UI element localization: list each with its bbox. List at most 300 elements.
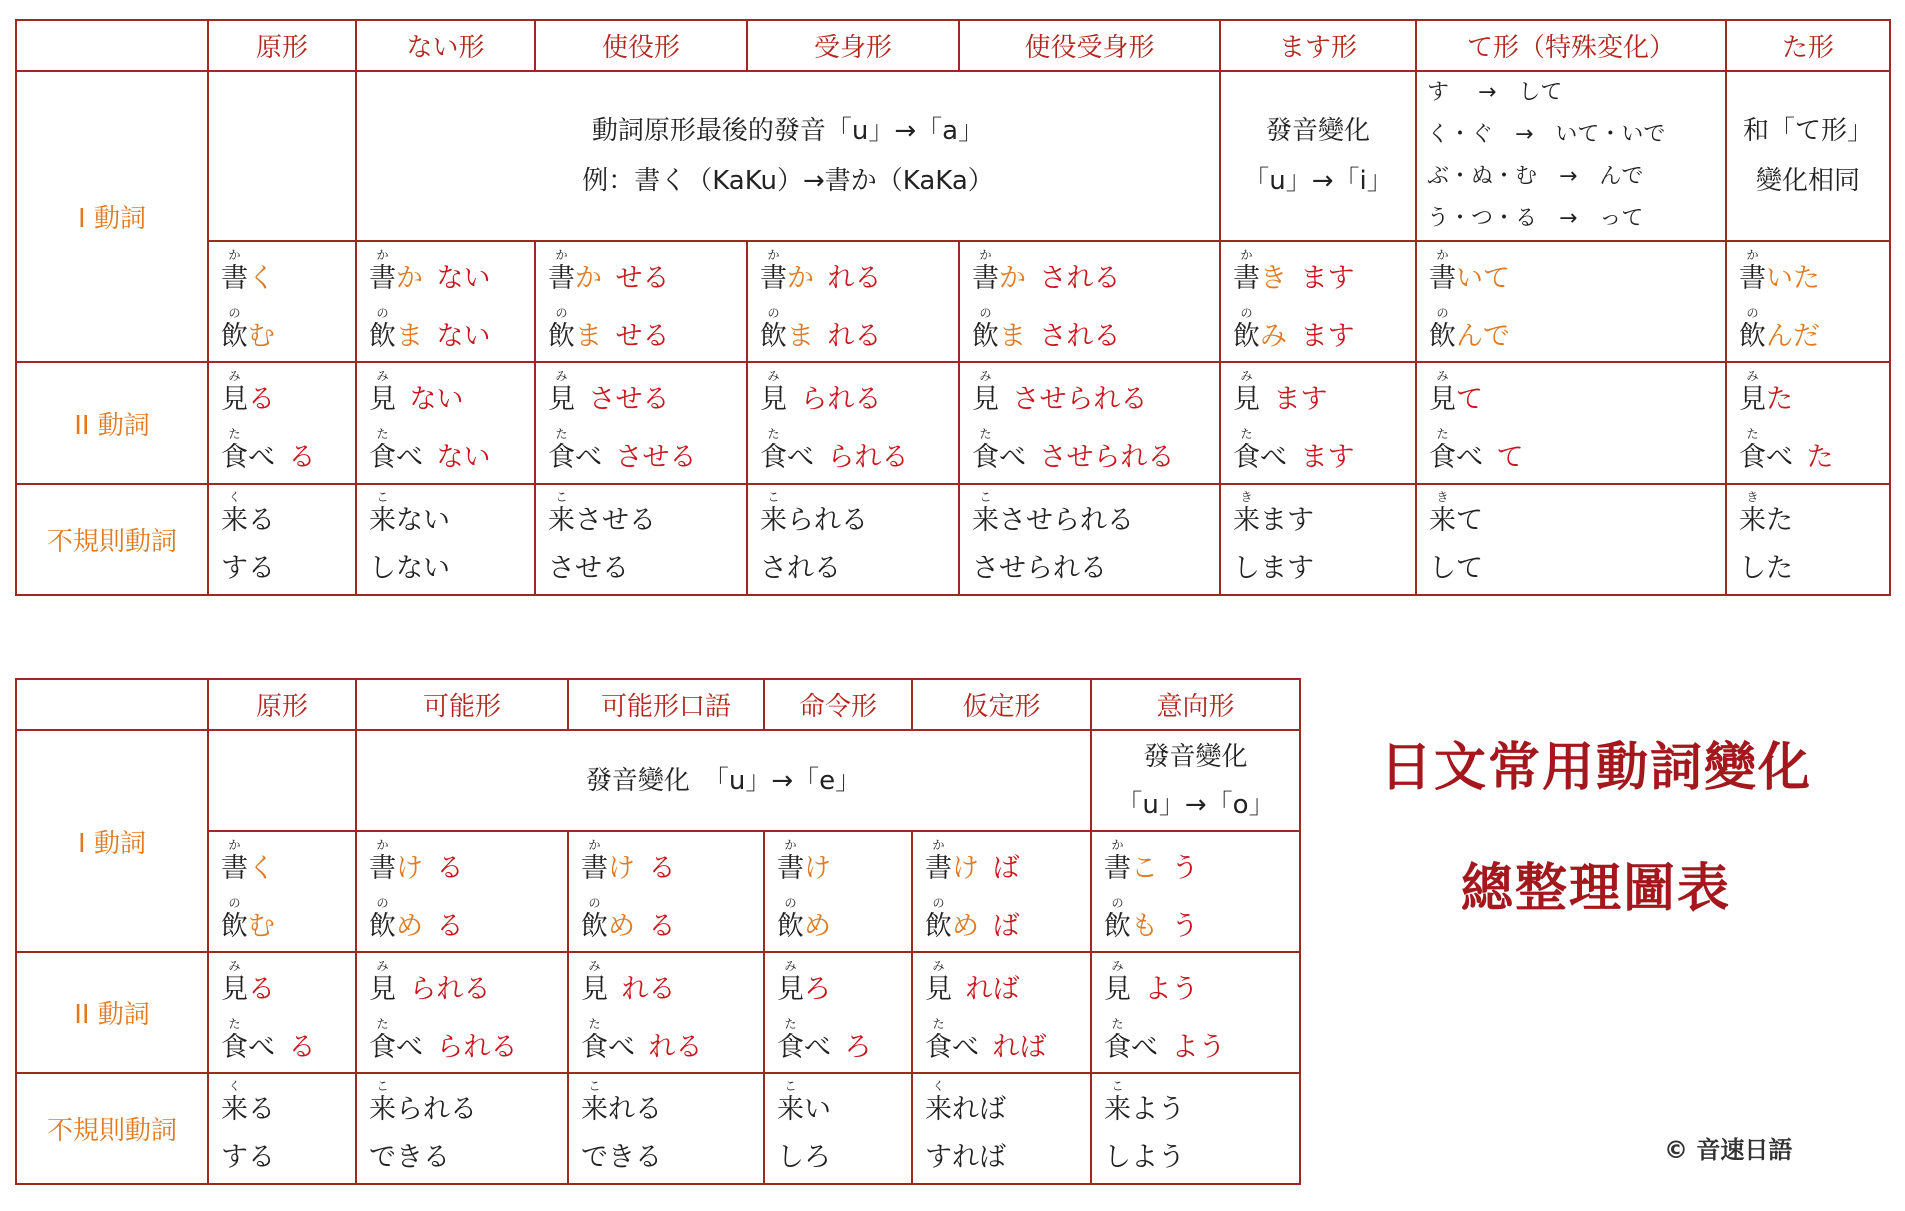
furigana: か	[932, 837, 945, 852]
changed-sound: み	[1260, 320, 1287, 352]
changed-sound: む	[248, 320, 275, 352]
kanji: 来 こ	[777, 1078, 804, 1125]
furigana: こ	[979, 489, 992, 504]
conj-cell	[1091, 952, 1300, 1073]
verb-form	[548, 486, 746, 544]
conj-cell	[764, 1073, 912, 1184]
suffix: される	[1039, 262, 1121, 294]
header-masu: ます形	[1220, 20, 1416, 71]
verb-form	[369, 423, 534, 481]
suffix: せる	[615, 320, 670, 352]
verb-form	[925, 892, 1090, 950]
furigana: み	[376, 369, 389, 383]
kanji: 見 み	[369, 369, 396, 415]
suffix: ない	[436, 442, 491, 473]
group1-label: I 動詞	[16, 730, 208, 952]
verb-form	[1429, 486, 1725, 544]
suffix: させる	[588, 384, 670, 415]
plain-form: れば	[952, 1093, 1006, 1125]
kanji: 食 た	[581, 1016, 608, 1063]
verb-form	[777, 892, 911, 950]
stem-kana: べ	[608, 1031, 635, 1063]
te-rules-cell	[1416, 71, 1726, 241]
kanji: 食 た	[925, 1016, 952, 1063]
verb-form	[369, 544, 534, 594]
furigana: か	[979, 247, 992, 262]
verb-form	[369, 834, 567, 892]
kanji: 書 か	[777, 837, 804, 884]
suffix: させる	[615, 442, 697, 473]
stem-kana: べ	[952, 1031, 979, 1063]
furigana: の	[1746, 305, 1759, 320]
verb-form	[972, 544, 1219, 594]
verb-form	[777, 1013, 911, 1071]
suffix: られる	[436, 1031, 518, 1063]
furigana: き	[1746, 489, 1759, 504]
conj-cell	[747, 362, 959, 484]
plain-form: させる	[575, 504, 656, 536]
furigana: み	[1111, 958, 1124, 973]
verb-form	[760, 302, 958, 360]
conj-cell	[535, 362, 747, 484]
verb-form	[548, 544, 746, 594]
changed-sound: め	[608, 910, 635, 942]
verb-form	[581, 1133, 763, 1183]
verb-form	[1233, 486, 1415, 544]
suffix: ろ	[804, 973, 831, 1005]
furigana: た	[1746, 427, 1759, 441]
suffix: させられる	[1012, 384, 1148, 415]
kanji: 書 か	[1233, 247, 1260, 294]
changed-sound: め	[952, 910, 979, 942]
te-rule: す → して	[1427, 80, 1563, 105]
kanji: 来 こ	[581, 1078, 608, 1125]
furigana: の	[979, 305, 992, 320]
kanji: 見 み	[1233, 369, 1260, 415]
changed-sound: め	[396, 910, 423, 942]
conj-cell	[959, 484, 1220, 595]
kanji: 飲 の	[369, 895, 396, 942]
verb-form	[1233, 423, 1415, 481]
conjugation-table-2	[15, 678, 1301, 1185]
verb-form	[548, 423, 746, 481]
plain-form: した	[1739, 552, 1793, 584]
furigana: の	[1111, 895, 1124, 910]
furigana: く	[228, 489, 241, 504]
kanji: 来 く	[221, 1078, 248, 1125]
plain-form: た	[1766, 504, 1793, 536]
kanji: 飲 の	[581, 895, 608, 942]
furigana: の	[228, 895, 241, 910]
stem-kana: べ	[1131, 1031, 1158, 1063]
kanji: 見 み	[1104, 958, 1131, 1005]
furigana: た	[376, 427, 389, 441]
furigana: の	[1436, 305, 1449, 320]
rule-ta-cell	[1726, 71, 1890, 241]
furigana: か	[1111, 837, 1124, 852]
verb-form	[1104, 955, 1299, 1013]
kanji: 食 た	[369, 1016, 396, 1063]
furigana: た	[228, 427, 241, 441]
verb-form	[1429, 544, 1725, 594]
kanji: 食 た	[1233, 427, 1260, 473]
verb-form	[548, 302, 746, 360]
empty-info-cell	[208, 71, 356, 241]
copyright: © 音速日語	[1664, 1136, 1793, 1164]
header-shiekiukemi: 使役受身形	[959, 20, 1220, 71]
kanji: 来 こ	[548, 489, 575, 536]
furigana: み	[1746, 369, 1759, 383]
kanji: 飲 の	[1429, 305, 1456, 352]
suffix: る	[288, 1031, 316, 1063]
kanji: 見 み	[548, 369, 575, 415]
kanji: 見 み	[925, 958, 952, 1005]
verb-form	[1104, 1013, 1299, 1071]
conj-cell	[535, 484, 747, 595]
verb-form	[369, 302, 534, 360]
corner-cell	[16, 20, 208, 71]
verb-form	[925, 1013, 1090, 1071]
kanji: 来 き	[1739, 489, 1766, 536]
verb-form	[581, 834, 763, 892]
rule-o-line1: 發音變化	[1143, 741, 1248, 772]
furigana: の	[228, 305, 241, 320]
furigana: き	[1436, 489, 1449, 504]
furigana: の	[376, 895, 389, 910]
kanji: 食 た	[221, 1016, 248, 1063]
stem-kana: べ	[248, 442, 275, 473]
verb-form	[925, 834, 1090, 892]
changed-sound: け	[952, 852, 979, 884]
furigana: こ	[784, 1078, 797, 1093]
changed-sound: ま	[787, 320, 814, 352]
verb-form	[1429, 302, 1725, 360]
stem-kana: べ	[804, 1031, 831, 1063]
plain-form: ない	[396, 504, 450, 536]
kanji: 飲 の	[369, 305, 396, 352]
verb-form	[221, 423, 355, 481]
verb-form	[1739, 365, 1889, 423]
header-kanou-kougo: 可能形口語	[568, 679, 764, 730]
furigana: か	[784, 837, 797, 852]
furigana: た	[767, 427, 780, 441]
suffix: ろ	[844, 1031, 872, 1063]
plain-form: る	[248, 1093, 275, 1125]
verb-form	[972, 486, 1219, 544]
plain-form: される	[760, 552, 841, 584]
page-title-line2: 總整理圖表	[1460, 859, 1731, 919]
kanji: 書 か	[1104, 837, 1131, 884]
rule-ta-line2: 變化相同	[1755, 166, 1860, 196]
rule-masu-cell	[1220, 71, 1416, 241]
furigana: か	[228, 247, 241, 262]
header-katei: 仮定形	[912, 679, 1091, 730]
verb-form	[221, 544, 355, 594]
verb-form	[777, 1133, 911, 1183]
group3-label: 不規則動詞	[16, 1073, 208, 1184]
furigana: の	[767, 305, 780, 320]
verb-form	[1104, 892, 1299, 950]
conj-cell	[208, 1073, 356, 1184]
plain-form: させる	[548, 552, 629, 584]
verb-form	[925, 955, 1090, 1013]
header-nai: ない形	[356, 20, 535, 71]
te-rule: ぶ・ぬ・む → んで	[1427, 164, 1644, 189]
changed-sound: んだ	[1766, 320, 1820, 352]
kanji: 見 み	[369, 958, 396, 1005]
suffix: う	[1171, 852, 1199, 884]
changed-sound: く	[248, 852, 275, 884]
furigana: た	[1436, 427, 1449, 441]
kanji: 書 か	[581, 837, 608, 884]
kanji: 来 こ	[1104, 1078, 1131, 1125]
furigana: く	[228, 1078, 241, 1093]
furigana: み	[1436, 369, 1449, 383]
kanji: 飲 の	[760, 305, 787, 352]
verb-form	[925, 1133, 1090, 1183]
furigana: た	[979, 427, 992, 441]
conj-cell	[912, 1073, 1091, 1184]
verb-form	[972, 302, 1219, 360]
suffix: る	[648, 852, 676, 884]
header-genkei: 原形	[208, 20, 356, 71]
verb-form	[369, 365, 534, 423]
verb-form	[1104, 1075, 1299, 1133]
plain-form: する	[221, 1141, 275, 1173]
verb-form	[221, 892, 355, 950]
furigana: た	[1240, 427, 1253, 441]
stem-kana: べ	[396, 442, 423, 473]
verb-form	[760, 244, 958, 302]
suffix: られる	[800, 384, 882, 415]
verb-form	[369, 244, 534, 302]
kanji: 飲 の	[221, 305, 248, 352]
furigana: み	[588, 958, 601, 973]
kanji: 書 か	[369, 247, 396, 294]
header-te: て形（特殊変化）	[1416, 20, 1726, 71]
group2-label: II 動詞	[16, 362, 208, 484]
suffix: た	[1806, 442, 1834, 473]
conj-cell	[535, 241, 747, 362]
suffix: た	[1766, 384, 1793, 415]
furigana: た	[784, 1016, 797, 1031]
kanji: 飲 の	[1104, 895, 1131, 942]
suffix: られる	[409, 973, 491, 1005]
changed-sound: け	[804, 852, 831, 884]
suffix: ます	[1273, 384, 1328, 415]
changed-sound: け	[608, 852, 635, 884]
verb-form	[369, 1133, 567, 1183]
suffix: れる	[621, 973, 676, 1005]
conj-cell	[356, 484, 535, 595]
verb-form	[221, 1133, 355, 1183]
suffix: れる	[827, 320, 882, 352]
furigana: み	[784, 958, 797, 973]
changed-sound: んで	[1456, 320, 1510, 352]
empty-info-cell	[208, 730, 356, 831]
conj-cell	[912, 831, 1091, 952]
verb-form	[1104, 834, 1299, 892]
furigana: か	[1240, 247, 1253, 262]
conj-cell	[1091, 831, 1300, 952]
conj-cell	[356, 1073, 568, 1184]
verb-form	[221, 1075, 355, 1133]
furigana: の	[932, 895, 945, 910]
rule-o-line2: 「u」→「o」	[1116, 789, 1275, 820]
verb-form	[760, 365, 958, 423]
conj-cell	[959, 241, 1220, 362]
kanji: 書 か	[221, 247, 248, 294]
verb-form	[548, 365, 746, 423]
changed-sound: ま	[575, 320, 602, 352]
verb-form	[777, 834, 911, 892]
changed-sound: か	[575, 262, 602, 294]
group2-label: II 動詞	[16, 952, 208, 1073]
corner-cell	[16, 679, 208, 730]
suffix: て	[1456, 384, 1483, 415]
kanji: 書 か	[1739, 247, 1766, 294]
verb-form	[221, 302, 355, 360]
verb-form	[581, 955, 763, 1013]
kanji: 書 か	[1429, 247, 1456, 294]
te-rule: く・ぐ → いて・いで	[1427, 122, 1666, 147]
plain-form: すれば	[925, 1141, 1006, 1173]
conj-cell	[1726, 362, 1890, 484]
suffix: られる	[827, 442, 909, 473]
kanji: 書 か	[369, 837, 396, 884]
furigana: か	[376, 247, 389, 262]
conj-cell	[356, 831, 568, 952]
plain-form: しない	[369, 552, 450, 584]
verb-form	[581, 1013, 763, 1071]
verb-form	[581, 1075, 763, 1133]
plain-form: れる	[608, 1093, 662, 1125]
changed-sound: か	[396, 262, 423, 294]
suffix: ない	[409, 384, 464, 415]
conj-cell	[208, 831, 356, 952]
conj-cell	[568, 1073, 764, 1184]
rule-masu-line1: 發音變化	[1265, 116, 1370, 146]
plain-form: い	[804, 1093, 831, 1125]
header-meirei: 命令形	[764, 679, 912, 730]
kanji: 見 み	[1739, 369, 1766, 415]
stem-kana: べ	[248, 1031, 275, 1063]
furigana: こ	[376, 489, 389, 504]
furigana: み	[767, 369, 780, 383]
rule-a-cell	[356, 71, 1220, 241]
furigana: こ	[588, 1078, 601, 1093]
verb-form	[1233, 544, 1415, 594]
changed-sound: き	[1260, 262, 1287, 294]
verb-form	[548, 244, 746, 302]
header-kanou: 可能形	[356, 679, 568, 730]
verb-form	[369, 1013, 567, 1071]
stem-kana: べ	[1766, 442, 1793, 473]
plain-form: します	[1233, 552, 1314, 584]
header-ta: た形	[1726, 20, 1890, 71]
group3-label: 不規則動詞	[16, 484, 208, 595]
kanji: 飲 の	[548, 305, 575, 352]
kanji: 食 た	[777, 1016, 804, 1063]
kanji: 食 た	[1104, 1016, 1131, 1063]
kanji: 見 み	[760, 369, 787, 415]
kanji: 来 こ	[369, 489, 396, 536]
furigana: か	[555, 247, 568, 262]
suffix: よう	[1171, 1031, 1226, 1063]
stem-kana: べ	[575, 442, 602, 473]
changed-sound: か	[787, 262, 814, 294]
furigana: の	[588, 895, 601, 910]
header-ikou: 意向形	[1091, 679, 1300, 730]
verb-form	[221, 486, 355, 544]
verb-form	[1739, 486, 1889, 544]
furigana: の	[376, 305, 389, 320]
furigana: こ	[1111, 1078, 1124, 1093]
changed-sound: け	[396, 852, 423, 884]
te-rule: う・つ・る → って	[1427, 206, 1644, 231]
changed-sound: いて	[1456, 262, 1510, 294]
plain-form: よう	[1131, 1093, 1185, 1125]
page-title-line1: 日文常用動詞變化	[1379, 738, 1812, 798]
conj-cell	[1416, 484, 1726, 595]
rule-o-cell	[1091, 730, 1300, 831]
kanji: 書 か	[925, 837, 952, 884]
verb-form	[221, 1013, 355, 1071]
suffix: る	[436, 852, 464, 884]
suffix: る	[248, 384, 275, 415]
suffix: ない	[436, 262, 491, 294]
kanji: 見 み	[221, 369, 248, 415]
furigana: こ	[376, 1078, 389, 1093]
furigana: こ	[767, 489, 780, 504]
furigana: の	[784, 895, 797, 910]
kanji: 食 た	[1429, 427, 1456, 473]
furigana: み	[979, 369, 992, 383]
furigana: た	[555, 427, 568, 441]
verb-form	[1233, 244, 1415, 302]
suffix: れる	[827, 262, 882, 294]
conj-cell	[1416, 241, 1726, 362]
plain-form: させられる	[972, 552, 1107, 584]
conj-cell	[747, 241, 959, 362]
kanji: 飲 の	[972, 305, 999, 352]
verb-form	[221, 834, 355, 892]
conj-cell	[356, 241, 535, 362]
kanji: 来 こ	[972, 489, 999, 536]
conj-cell	[1726, 484, 1890, 595]
furigana: こ	[555, 489, 568, 504]
kanji: 食 た	[760, 427, 787, 473]
suffix: ます	[1300, 442, 1355, 473]
furigana: み	[228, 958, 241, 973]
suffix: る	[648, 910, 676, 942]
stem-kana: べ	[396, 1031, 423, 1063]
stem-kana: べ	[1260, 442, 1287, 473]
verb-form	[760, 423, 958, 481]
plain-form: られる	[396, 1093, 477, 1125]
plain-form: できる	[581, 1141, 662, 1173]
suffix: る	[288, 442, 316, 473]
furigana: の	[1240, 305, 1253, 320]
furigana: み	[376, 958, 389, 973]
conj-cell	[208, 362, 356, 484]
verb-form	[1429, 244, 1725, 302]
kanji: 書 か	[221, 837, 248, 884]
conjugation-table-1	[15, 19, 1891, 596]
kanji: 見 み	[777, 958, 804, 1005]
kanji: 来 こ	[369, 1078, 396, 1125]
furigana: か	[376, 837, 389, 852]
